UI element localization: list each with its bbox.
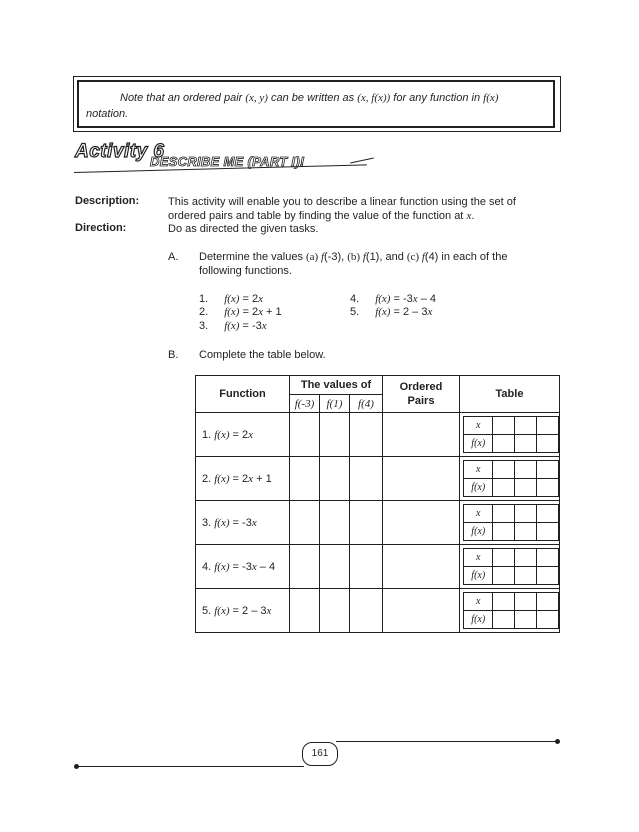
heading-slash xyxy=(350,158,374,164)
header-f-1: f(1) xyxy=(320,395,350,413)
mini-cell[interactable] xyxy=(493,461,515,479)
function-item-4: 4. f(x) = -3x – 4 xyxy=(350,293,437,305)
cell-f-1[interactable] xyxy=(320,545,350,589)
mini-cell[interactable] xyxy=(537,417,559,435)
row-function-1: 1. f(x) = 2x xyxy=(196,413,290,457)
table-row xyxy=(196,457,560,501)
footer-dot-right xyxy=(555,739,560,744)
cell-ordered-pairs[interactable] xyxy=(383,501,460,545)
mini-fx-label: f(x) xyxy=(464,523,493,541)
cell-f-4[interactable] xyxy=(350,589,383,633)
mini-table xyxy=(463,504,559,541)
cell-f-1[interactable] xyxy=(320,501,350,545)
task-a-marker: A. xyxy=(168,251,179,263)
table-row xyxy=(196,589,560,633)
cell-f-minus3[interactable] xyxy=(290,545,320,589)
note-text: Note that an ordered pair (x, y) can be written as (x, f(x)) for any function in f(x) notation. xyxy=(86,92,499,120)
mini-table xyxy=(463,548,559,585)
cell-f-4[interactable] xyxy=(350,457,383,501)
header-function: Function xyxy=(196,376,290,413)
mini-cell[interactable] xyxy=(537,523,559,541)
cell-mini-table xyxy=(460,545,560,589)
mini-cell[interactable] xyxy=(493,417,515,435)
mini-table xyxy=(463,592,559,629)
mini-cell[interactable] xyxy=(493,611,515,629)
mini-cell[interactable] xyxy=(493,593,515,611)
activity-title: DESCRIBE ME (PART I)! xyxy=(150,154,305,169)
mini-cell[interactable] xyxy=(515,461,537,479)
mini-cell[interactable] xyxy=(515,479,537,497)
mini-fx-label: f(x) xyxy=(464,567,493,585)
mini-cell[interactable] xyxy=(537,611,559,629)
mini-cell[interactable] xyxy=(493,479,515,497)
footer-line-left xyxy=(76,766,304,767)
header-ordered-pairs: Ordered Pairs xyxy=(383,376,460,413)
mini-cell[interactable] xyxy=(493,505,515,523)
cell-mini-table xyxy=(460,457,560,501)
mini-cell[interactable] xyxy=(537,593,559,611)
activity-label: Activity 6 xyxy=(75,141,165,162)
function-item-2: 2. f(x) = 2x + 1 xyxy=(199,306,282,318)
mini-cell[interactable] xyxy=(515,593,537,611)
mini-cell[interactable] xyxy=(515,435,537,453)
cell-mini-table xyxy=(460,589,560,633)
mini-cell[interactable] xyxy=(515,549,537,567)
cell-ordered-pairs[interactable] xyxy=(383,457,460,501)
table-row xyxy=(196,413,560,457)
cell-f-minus3[interactable] xyxy=(290,589,320,633)
table-row xyxy=(196,501,560,545)
table-row xyxy=(196,545,560,589)
task-b-marker: B. xyxy=(168,349,179,361)
mini-cell[interactable] xyxy=(537,505,559,523)
mini-x-label: x xyxy=(464,549,493,567)
mini-cell[interactable] xyxy=(537,435,559,453)
cell-ordered-pairs[interactable] xyxy=(383,413,460,457)
function-item-5: 5. f(x) = 2 – 3x xyxy=(350,306,433,318)
cell-f-minus3[interactable] xyxy=(290,501,320,545)
mini-table xyxy=(463,416,559,453)
footer-dot-left xyxy=(74,764,79,769)
cell-f-4[interactable] xyxy=(350,413,383,457)
row-function-3: 3. f(x) = -3x xyxy=(196,501,290,545)
header-table: Table xyxy=(460,376,560,413)
mini-table xyxy=(463,460,559,497)
row-function-5: 5. f(x) = 2 – 3x xyxy=(196,589,290,633)
function-item-1: 1. f(x) = 2x xyxy=(199,293,263,305)
mini-x-label: x xyxy=(464,593,493,611)
page-number: 161 xyxy=(302,742,338,766)
cell-ordered-pairs[interactable] xyxy=(383,589,460,633)
row-function-4: 4. f(x) = -3x – 4 xyxy=(196,545,290,589)
cell-f-1[interactable] xyxy=(320,457,350,501)
mini-x-label: x xyxy=(464,505,493,523)
mini-cell[interactable] xyxy=(515,505,537,523)
mini-cell[interactable] xyxy=(537,461,559,479)
mini-cell[interactable] xyxy=(515,523,537,541)
mini-cell[interactable] xyxy=(515,417,537,435)
cell-ordered-pairs[interactable] xyxy=(383,545,460,589)
header-f-minus3: f(-3) xyxy=(290,395,320,413)
mini-cell[interactable] xyxy=(493,523,515,541)
mini-cell[interactable] xyxy=(515,567,537,585)
mini-fx-label: f(x) xyxy=(464,435,493,453)
mini-cell[interactable] xyxy=(537,479,559,497)
header-f-4: f(4) xyxy=(350,395,383,413)
description-label: Description: xyxy=(75,195,140,207)
mini-cell[interactable] xyxy=(493,549,515,567)
mini-cell[interactable] xyxy=(537,567,559,585)
direction-text: Do as directed the given tasks. xyxy=(168,223,319,235)
mini-cell[interactable] xyxy=(493,435,515,453)
cell-f-minus3[interactable] xyxy=(290,457,320,501)
function-item-3: 3. f(x) = -3x xyxy=(199,320,267,332)
cell-mini-table xyxy=(460,413,560,457)
mini-cell[interactable] xyxy=(537,549,559,567)
description-text: This activity will enable you to describe a linear function using the set of ordered pairs and table by finding the value of the function at x. xyxy=(168,196,516,222)
row-function-2: 2. f(x) = 2x + 1 xyxy=(196,457,290,501)
task-b-text: Complete the table below. xyxy=(199,349,326,361)
mini-x-label: x xyxy=(464,417,493,435)
mini-cell[interactable] xyxy=(515,611,537,629)
mini-fx-label: f(x) xyxy=(464,611,493,629)
footer-line-right xyxy=(336,741,557,742)
mini-x-label: x xyxy=(464,461,493,479)
cell-f-1[interactable] xyxy=(320,589,350,633)
header-values-of: The values of xyxy=(290,376,383,395)
cell-f-minus3[interactable] xyxy=(290,413,320,457)
cell-mini-table xyxy=(460,501,560,545)
mini-fx-label: f(x) xyxy=(464,479,493,497)
cell-f-1[interactable] xyxy=(320,413,350,457)
mini-cell[interactable] xyxy=(493,567,515,585)
cell-f-4[interactable] xyxy=(350,545,383,589)
task-a-text: Determine the values (a) f(-3), (b) f(1), and (c) f(4) in each of the following functions. xyxy=(199,251,508,277)
cell-f-4[interactable] xyxy=(350,501,383,545)
direction-label: Direction: xyxy=(75,222,127,234)
function-table xyxy=(195,375,560,633)
